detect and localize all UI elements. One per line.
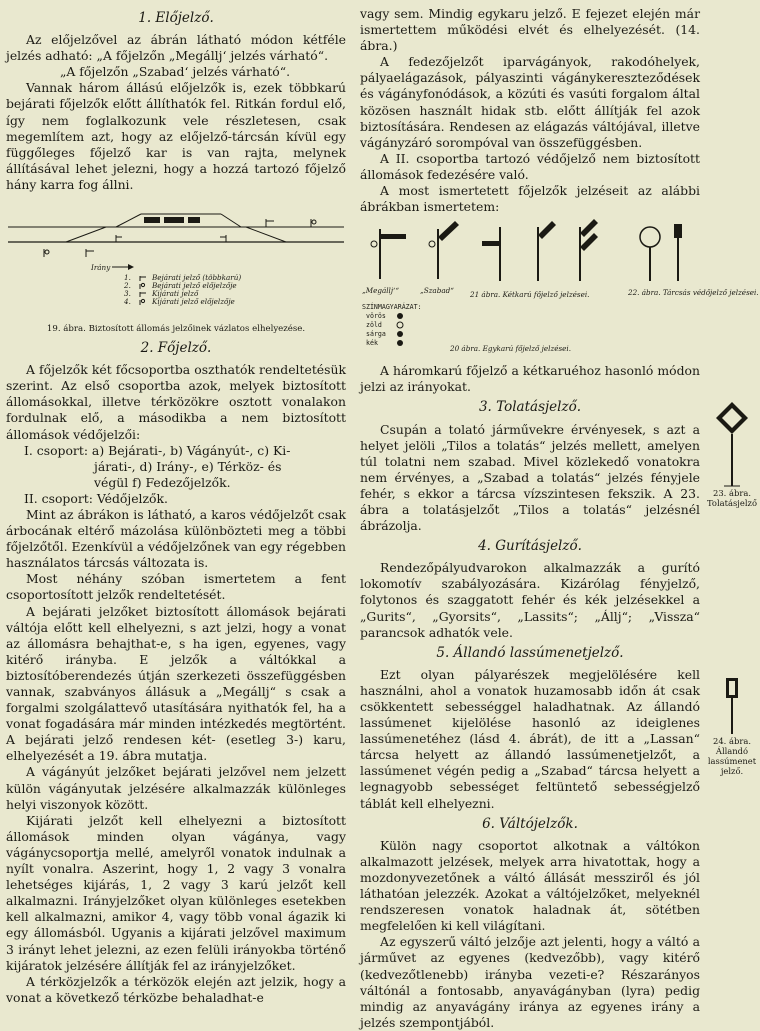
svg-text:Kijárati jelző előjelzője: Kijárati jelző előjelzője xyxy=(152,297,235,307)
svg-text:3.: 3. xyxy=(124,289,131,299)
group-line: végül f) Fedezőjelzők. xyxy=(94,474,231,490)
paragraph: A most ismertetett főjelzők jelzéseit az alábbi ábrákban ismertetem: xyxy=(360,183,700,215)
group-line: II. csoport: Védőjelzők. xyxy=(24,490,168,506)
svg-text:4.: 4. xyxy=(124,297,131,307)
svg-text:kék: kék xyxy=(366,339,378,348)
paragraph: Külön nagy csoportot alkotnak a váltókon alkalmazott jelzések, melyek arra hivatottak, hogy a mozdonyvezetőnek a váltó állását messziről és jól láthatóan jelezzék. Azokat a váltójelzőket, melyeknél rendszeresen vonatok haladnak át, sötétben megfelelően ki kell világítani. xyxy=(360,837,700,934)
section-title-tolatasjelzo: 3. Tolatásjelző. xyxy=(478,399,582,416)
svg-text:1.: 1. xyxy=(124,273,131,283)
paragraph: Mint az ábrákon is látható, a karos védőjelzőt csak árbocának eltérő mázolása különbözteti meg a többi főjelzőtől. Ezenkívül a védőjelzőnek van egy régebben használatos tárcsás változata is. xyxy=(6,506,346,571)
paragraph: Az előjelzővel az ábrán látható módon kétféle jelzés adható: „A főjelzőn „Megálljʻ jelzés várható“. xyxy=(6,32,346,64)
paragraph: Ezt olyan pályarészek megjelölésére kell használni, ahol a vonatok huzamosabb időn át csak csökkentett sebességgel haladhatnak. Az állandó lassúmenet kijelölése hasonló az ideiglenes lassúmenetéhez (lásd 4. ábrát), de itt a „Lassan“ tárcsa helyett az állandó lassúmenetjelzőt, a lassúmenet végén pedig a „Szabad“ tárcsa helyett a legnagyobb sebességet feltüntető sebességjelző táblát kell elhelyezni. xyxy=(360,666,700,811)
svg-text:Bejárati jelző (többkarú): Bejárati jelző (többkarú) xyxy=(152,273,242,283)
paragraph: A térközjelzők a térközök elején azt jelzik, hogy a vonat a következő térközbe behaladhat-e xyxy=(6,973,346,1005)
left-column xyxy=(6,6,346,1006)
section-title-valtojelzok: 6. Váltójelzők. xyxy=(482,815,578,832)
paragraph: Vannak három állású előjelzők is, ezek többkarú bejárati főjelzők előtt állíthatók fel. Ritkán fordul elő, így nem foglalkozunk vele részletesen, csak megemlítem azt, hogy az előjelző-tárcsán kívül egy függőleges főjelző kar is van rajta, melynek állításával lehet jelezni, hogy a hozzá tartozó főjelző hány karra fog állni. xyxy=(6,80,346,192)
paragraph: Most néhány szóban ismertetem a fent csoportosított jelzők rendeltetését. xyxy=(6,571,346,603)
svg-text:SZÍNMAGYARÁZAT:: SZÍNMAGYARÁZAT: xyxy=(362,303,422,312)
station-diagram xyxy=(6,197,346,322)
section-title-guritasjelzo: 4. Gurításjelző. xyxy=(478,538,582,555)
figure-legend xyxy=(123,273,241,306)
paragraph: Az egyszerű váltó jelzője azt jelenti, hogy a váltó a járművet az egyenes (kedvezőbb), vagy kitérő (kedvezőtlenebb) irányba vezeti-e? Részarányos váltónál a fontosabb, anyavágányban (lyra) pedig mindig az anyavágány iránya az egyenes irány a jelzés szempontjából. xyxy=(360,934,700,1030)
figure-24-slow-running-signal xyxy=(704,676,760,776)
two-arm-signal-clear-2 xyxy=(580,219,598,281)
paragraph: Kijárati jelzőt kell elhelyezni a biztosított állomások minden olyan vágánya, vagy vágánycsoportja mellé, amelyről vonatok indulnak a nyílt vonalra. Aszerint, hogy 1, 2 vagy 3 vonalra lehetséges kijárás, 1, 2 vagy 3 karú jelzőt kell alkalmazni. Irányjelzőket olyan különleges esetekben kell alkalmazni, amikor 4, vagy több vonal ágazik ki egy állomásból. Ugyanis a kijárati jelzővel maximum 3 irányt lehet jelezni, az ezen felüli irányokba történő kijáratok jelzésére állítják fel az irányjelzőket. xyxy=(6,812,346,973)
figure-20-22-signals xyxy=(360,219,759,357)
svg-text:sárga: sárga xyxy=(366,330,386,339)
figure-19-caption: 19. ábra. Biztosított állomás jelzőinek vázlatos elhelyezése. xyxy=(46,324,306,335)
svg-text:Bejárati jelző előjelzője: Bejárati jelző előjelzője xyxy=(152,281,237,291)
section-title-elojelzo: 1. Előjelző. xyxy=(138,10,214,26)
figure-23-caption: 23. ábra. Tolatásjelző xyxy=(707,488,757,508)
one-arm-signal-clear xyxy=(429,221,459,279)
svg-text:22. ábra. Tárcsás védőjelző je: 22. ábra. Tárcsás védőjelző jelzései. xyxy=(628,288,759,298)
paragraph: „A főjelzőn „Szabadʻ jelzés várható“. xyxy=(60,64,291,80)
svg-text:20 ábra. Egykarú főjelző jelzé: 20 ábra. Egykarú főjelző jelzései. xyxy=(450,344,572,354)
group-line: járati-, d) Irány-, e) Térköz- és xyxy=(94,458,282,474)
figure-24-caption: 24. ábra. Állandó lassúmenet jelző. xyxy=(707,736,757,776)
svg-text:21 ábra. Kétkarú főjelző jelzé: 21 ábra. Kétkarú főjelző jelzései. xyxy=(470,290,590,300)
paragraph: A háromkarú főjelző a kétkaruéhoz hasonló módon jelzi az irányokat. xyxy=(360,363,700,395)
signals-diagram xyxy=(360,219,759,357)
figure-23-shunting-signal xyxy=(704,400,760,508)
paragraph: Rendezőpályudvarokon alkalmazzák a gurító lokomotív szabályozására. Kizárólag fényjelző, folytonos és szaggatott fehér és kék jelzésekkel a „Gurits“, „Gyorsits“, „Lassits“; „Állj“; „Vissza“ parancsok adhatók vele. xyxy=(360,560,700,640)
paragraph: Csupán a tolató járművekre érvényesek, s azt a helyet jelöli „Tilos a tolatás“ jelzés mellett, amelyen túl tolatni nem szabad. Mivel közlekedő vonatokra nem érvényes, a „Szabad a tolatás“ jelzés fényjele fehér, s ekkor a tárcsa vízszintesen fekszik. A 23. ábra a tolatásjelzőt „Tilos a tolatás“ jelzésnél ábrázolja. xyxy=(360,421,700,534)
svg-text:„Megálljʻ“: „Megálljʻ“ xyxy=(362,286,400,296)
svg-text:Kijárati jelző: Kijárati jelző xyxy=(152,289,199,299)
svg-text:vörös: vörös xyxy=(366,312,386,321)
one-arm-signal-stop xyxy=(371,229,406,279)
paragraph: vagy sem. Mindig egykaru jelző. E fejezet elején már ismertettem működési elvét és elhelyezését. (14. ábra.) xyxy=(360,6,700,54)
svg-text:zöld: zöld xyxy=(366,321,382,330)
paragraph: A vágányút jelzőket bejárati jelzővel nem jelzett külön vágányutak jelzésére alkalmazzák különleges helyi viszonyok között. xyxy=(6,764,346,812)
svg-text:2.: 2. xyxy=(124,281,131,291)
disc-signal xyxy=(640,224,682,281)
figure-19-station-layout xyxy=(6,197,346,334)
direction-label: Irány xyxy=(91,263,111,273)
paragraph: A főjelzők két főcsoportba oszthatók rendeltetésük szerint. Az első csoportba azok, melyek biztosított állomásokkal, illetve térközökre osztott vonalakon fordulnak elő, a másodikba a nem biztosított állomások védőjelzői: xyxy=(6,362,346,442)
svg-text:„Szabad“: „Szabad“ xyxy=(420,286,454,296)
paragraph: A fedezőjelzőt iparvágányok, rakodóhelyek, pályaelágazások, pályaszinti vágánykereszteződések és vágányfonódások, a közúti és vasúti forgalom által közösen használt hidak stb. előtt állítják fel azok biztosítására. Rendesen az elágazás váltójával, illetve vágányzáró sorompóval van összefüggésben. xyxy=(360,54,700,150)
paragraph: A bejárati jelzőket biztosított állomások bejárati váltója előtt kell elhelyezni, s azt jelzi, hogy a vonat az állomásra behajthat-e, s ha igen, egyenes, vagy kitérő irányba. E jelzők a váltókkal a biztosítóberendezés útján szerkezeti összefüggésben vannak, szabványos állásuk a „Megállj“ s csak a forgalmi szolgálattevő utasítására nyithatók fel, ha a vonat fogadására már minden intézkedés megtörtént. A bejárati jelző rendesen két- (esetleg 3-) karu, elhelyezését a 19. ábra mutatja. xyxy=(6,603,346,764)
two-arm-signal-stop xyxy=(482,227,500,281)
slow-running-signal-icon xyxy=(712,676,752,736)
shunting-signal-icon xyxy=(712,400,752,488)
section-title-lassumenet: 5. Állandó lassúmenetjelző. xyxy=(436,644,624,661)
paragraph: A II. csoportba tartozó védőjelző nem biztosított állomások fedezésére való. xyxy=(360,150,700,182)
two-arm-signal-clear-1 xyxy=(538,221,556,281)
section-title-fojelzo: 2. Főjelző. xyxy=(140,340,212,357)
group-line: I. csoport: a) Bejárati-, b) Vágányút-, c) Ki- xyxy=(24,442,291,458)
